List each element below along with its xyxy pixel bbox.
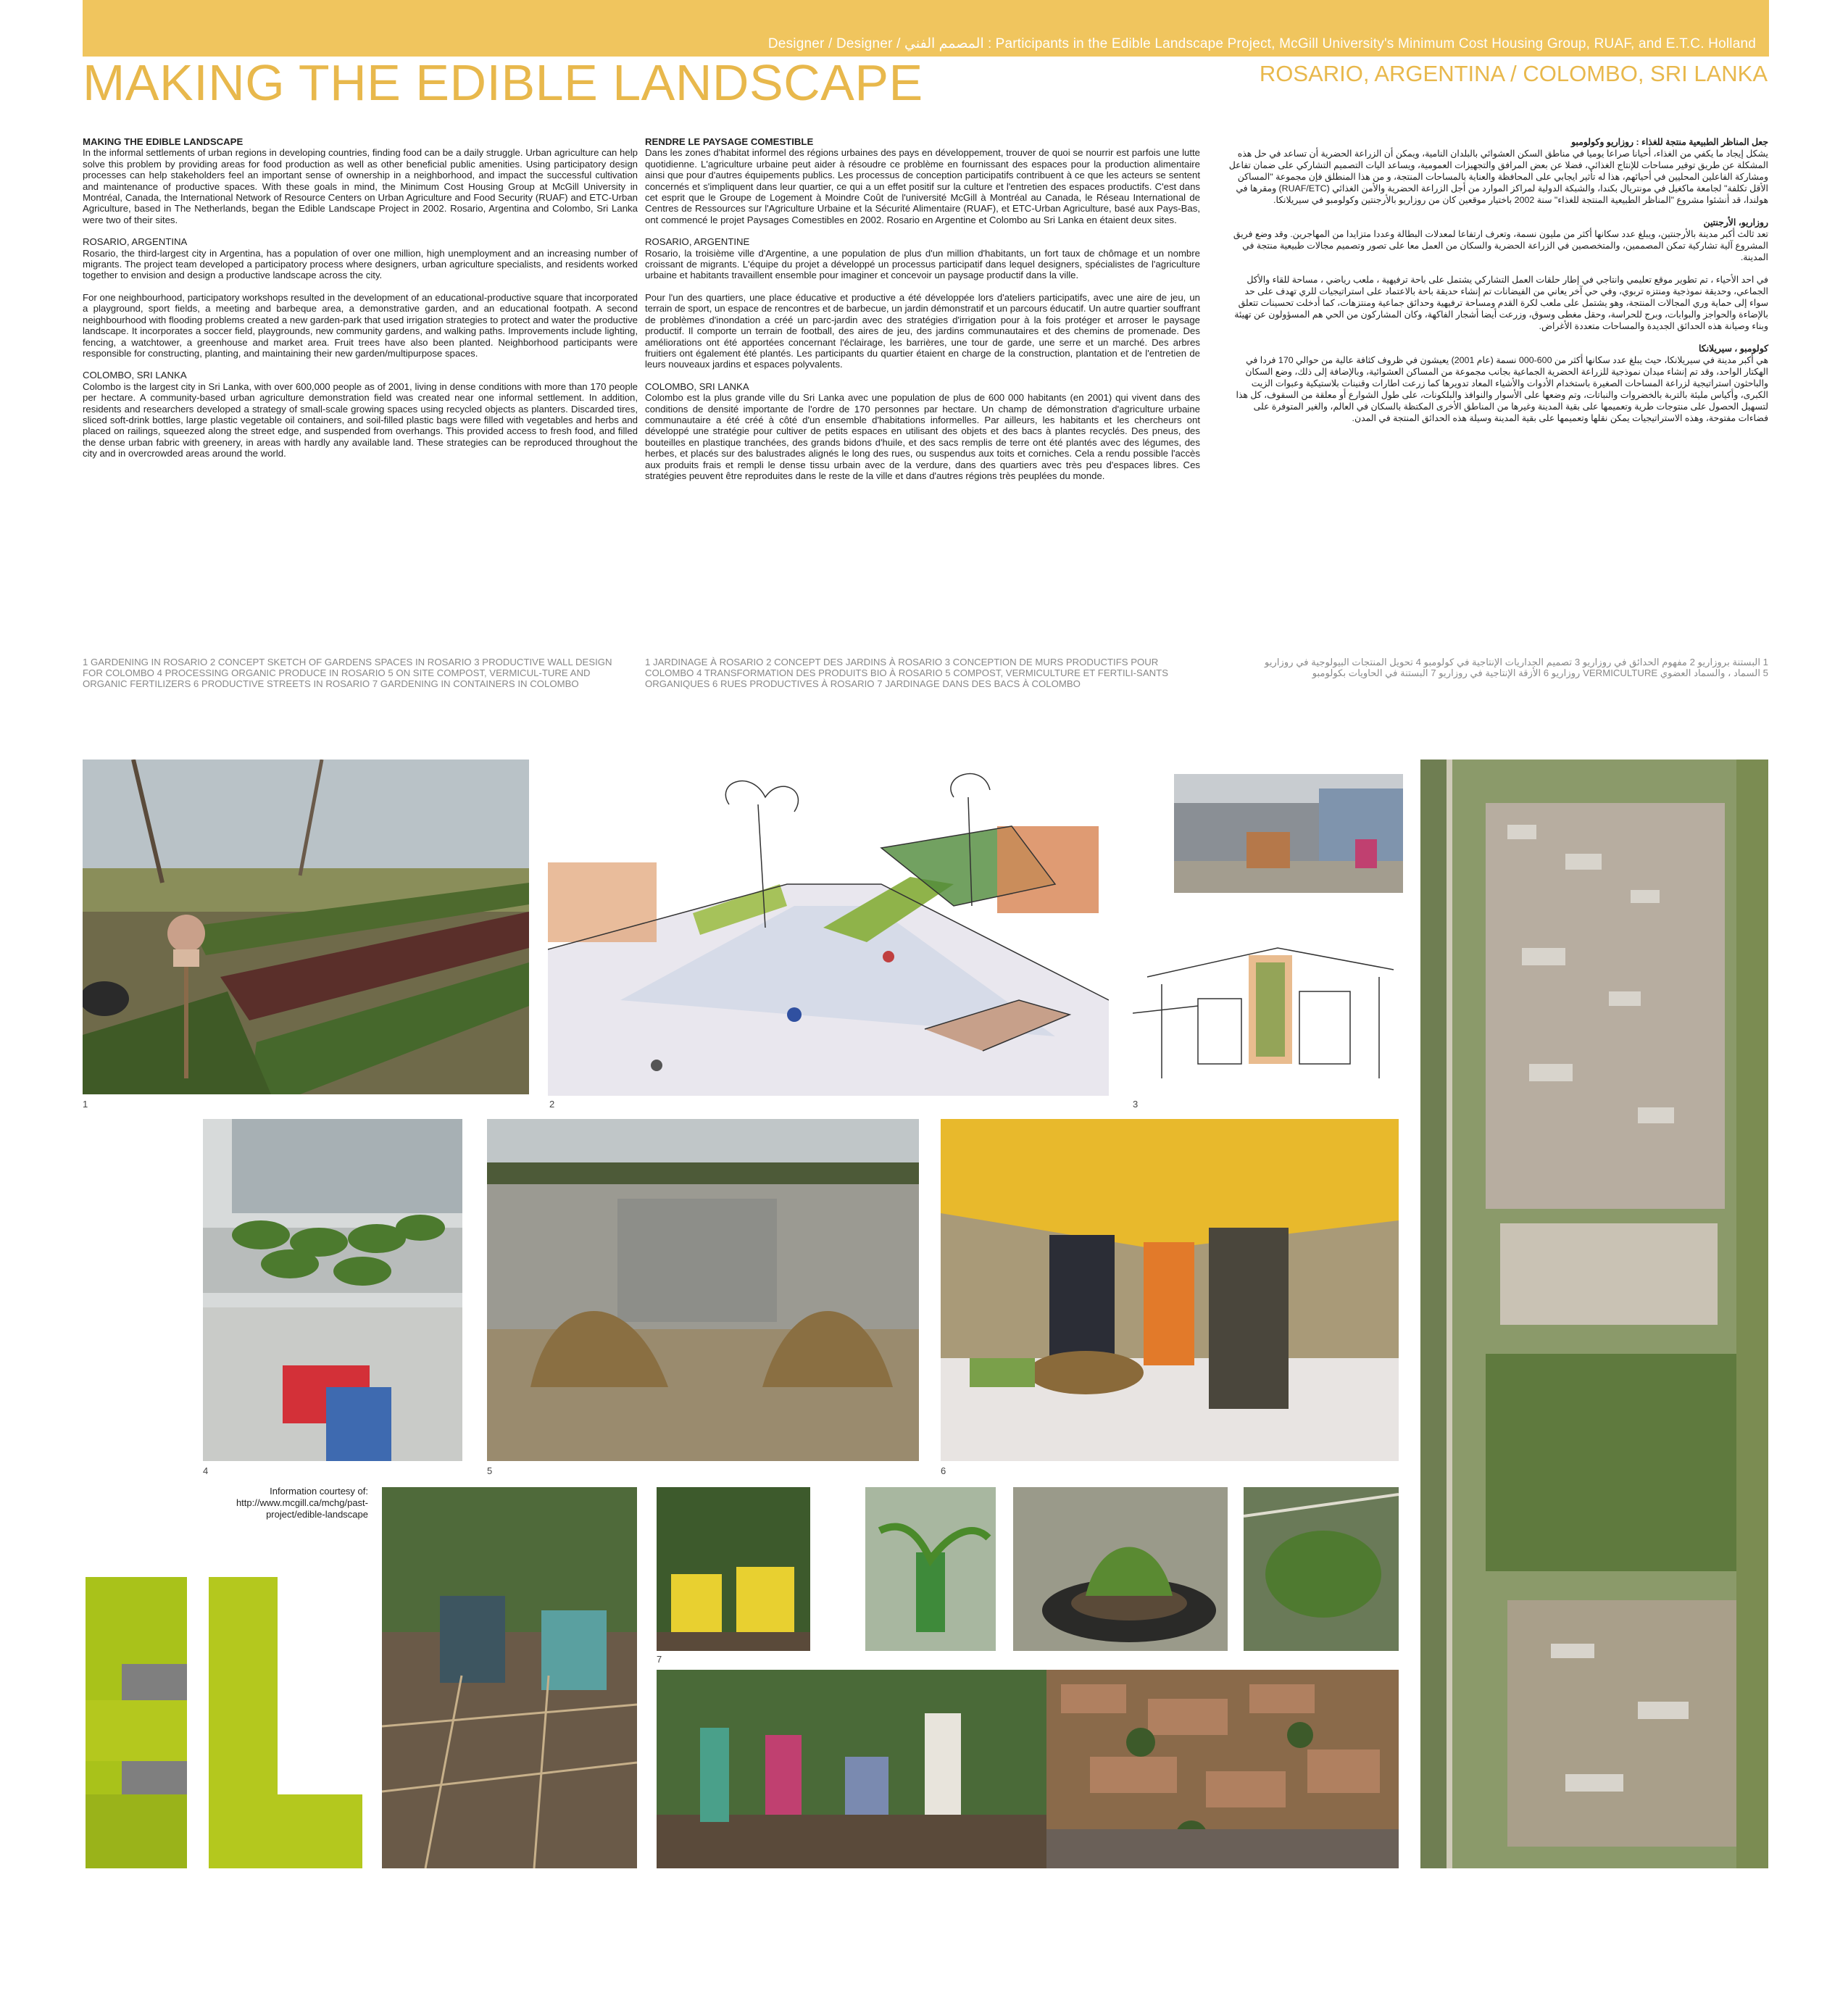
french-text-column <box>645 136 1200 492</box>
arabic-colombo-heading: كولومبو ، سيريلانكا <box>1698 344 1768 354</box>
arabic-heading: جعل المناظر الطبيعية منتجة للغذاء : روزاريو وكولومبو <box>1571 137 1768 147</box>
english-figure-captions: 1 GARDENING IN ROSARIO 2 CONCEPT SKETCH OF GARDENS SPACES IN ROSARIO 3 PRODUCTIVE WALL DESIGN FOR COLOMBO 4 PROCESSING ORGANIC PRODUCE IN ROSARIO 5 ON SITE COMPOST, VERMICUL-TURE AND ORGANIC FERTILIZERS 6 PRODUCTIVE STREETS IN ROSARIO 7 GARDENING IN CONTAINERS IN COLOMBO <box>83 657 612 689</box>
figure-number-6: 6 <box>941 1465 946 1476</box>
photo-oil-container-planters <box>657 1487 810 1651</box>
arabic-figure-captions <box>1261 657 1768 678</box>
photo-aerial-dense-settlement <box>1046 1670 1399 1868</box>
figure-number-7: 7 <box>657 1654 662 1665</box>
french-rosario-paragraph-2: Pour l'un des quartiers, une place éducative et productive a été développée lors d'ateliers participatifs, avec une aire de jeu, un terrain de sport, un espace de rencontres et de barbecue, un jardin démonstratif et un parcours éducatif. Un autre quartier souffrant de problèmes d'inondation a créé un parc-jardin avec des stratégies d'irrigation pour à la fois protéger et arroser le paysage productif. Il comporte un terrain de football, des aires de jeu, des jardins communautaires et des chemins de promenade. Des améliorations ont été apportées concernant l'éclairage, les barrières, une tour de garde, une serre et un marché. Des arbres fruitiers ont également été plantés. Les participants du quartier étaient en charge de la construction, plantation et de l'entretien de leurs nouveaux jardins et espaces polyvalents. <box>645 291 1200 370</box>
courtesy-url: http://www.mcgill.ca/mchg/past-project/edible-landscape <box>236 1497 368 1520</box>
french-rosario-heading: ROSARIO, ARGENTINE <box>645 236 750 248</box>
figure-number-5: 5 <box>487 1465 493 1476</box>
photo-onsite-compost <box>487 1119 919 1461</box>
figure-number-4: 4 <box>203 1465 209 1476</box>
sketch-productive-wall-colombo <box>1133 933 1412 1083</box>
english-rosario-heading: ROSARIO, ARGENTINA <box>83 236 188 248</box>
french-heading: RENDRE LE PAYSAGE COMESTIBLE <box>645 136 814 147</box>
arabic-captions-line-2: 5 السماد ، والسماد العضوي VERMICULTURE روزاريو 6 الأزقة الإنتاجية في روزاريو 7 البستنة في الحاويات بكولومبو <box>1312 667 1768 678</box>
photo-gardening-rosario <box>83 760 529 1094</box>
figure-number-1: 1 <box>83 1099 88 1110</box>
photo-residents-gardening <box>657 1670 1046 1868</box>
page-title: MAKING THE EDIBLE LANDSCAPE <box>83 54 923 111</box>
courtesy-note <box>217 1486 368 1520</box>
french-intro: Dans les zones d'habitat informel des régions urbaines des pays en développement, trouver de quoi se nourrir est parfois une lutte quotidienne. L'agriculture urbaine peut aider à résoudre ce problème en fournissant des espaces pour la production alimentaire ainsi que pour d'autres équipements publics. Les processus de conception participatifs contribuent à ce que les acteurs se sentent concernés et s'impliquent dans leur quartier, ce qui a un effet positif sur la culture et l'entretien des espaces productifs. C'est dans cet esprit que le Groupe de Logement à Moindre Coût de l'université McGill à Montréal au Canada, le Réseau International de Centres de Ressources sur l'Agriculture Urbaine et la Sécurité Alimentaire (RUAF), et ETC-Urban Agriculture, basé aux Pays-Bas, ont commencé le projet Paysages Comestibles en 2002. Rosario en Argentine et Colombo au Sri Lanka en étaient deux sites. <box>645 147 1200 225</box>
photo-processing-produce <box>203 1119 462 1461</box>
location-subtitle: ROSARIO, ARGENTINA / COLOMBO, SRI LANKA <box>1259 61 1768 86</box>
english-rosario-paragraph-1: Rosario, the third-largest city in Argentina, has a population of over one million, high unemployment and an increasing number of migrants. The project team developed a participatory process where designers, urban agriculture specialists, and residents worked together to envision and design a productive landscape across the city. <box>83 247 638 281</box>
figure-number-3: 3 <box>1133 1099 1139 1110</box>
english-colombo-heading: COLOMBO, SRI LANKA <box>83 370 187 381</box>
aerial-satellite-image <box>1420 760 1768 1868</box>
french-rosario-paragraph-1: Rosario, la troisième ville d'Argentine, a une population de plus d'un million d'habitants, un fort taux de chômage et un nombre croissant de migrants. L'équipe du projet a développé un processus participatif dans lequel designers, spécialistes de l'agriculture urbaine et habitants travaillent ensemble pour imaginer et concevoir un paysage productif dans la ville. <box>645 247 1200 281</box>
arabic-intro: يشكل إيجاد ما يكفي من الغذاء، أحيانا صراعا يوميا في مناطق السكن العشوائي بالبلدان النامية، ويمكن أن الزراعة الحضرية أن تساعد في حل هذه المشكلة عن طريق توفير مساحات للإنتاج الغذائي، فضلا عن بعض المرافق والتجهيزات العمومية، ويساعد اليات التصميم التشاركي على ضمان تفاعل ومشاركة الفاعلين المحليين في أحيائهم، هذا له تأثير ايجابي على المحافظة والعناية بالمساحات المنتجة، و من هذا المنطلق فإن مجموعة "المساكن الأقل تكلفة" لجامعة ماكغيل في مونتريال بكندا، والشبكة الدولية لمراكز الموارد من أجل الزراعة الحضرية والأمن الغذائي (RUAF/ETC) ومقرها في هولندا، قد أنشئوا مشروع "المناظر الطبيعية المنتجة للغذاء" سنة 2002 باختيار موقعين كان من روزاريو بالأرجنتين وكولومبو في سيريلانكا. <box>1228 149 1768 205</box>
french-colombo-paragraph: Colombo est la plus grande ville du Sri Lanka avec une population de plus de 600 000 habitants (en 2001) qui vivent dans des conditions de densité importante de l'ordre de 170 personnes par hectare. Un champ de démonstration d'agriculture urbaine communautaire a été créé à côté d'un ensemble d'habitations informelles. Par ailleurs, les habitants et les chercheurs ont développé une stratégie pour cultiver de petits espaces en utilisant des objets et des bacs à plantes recyclés. Des pneus, des bouteilles en plastique tranchées, des grands bidons d'huile, et des sacs remplis de terre ont été plantés avec des légumes, des herbes, et placés sur des balustrades alignés le long des rues, ou suspendus aux toits et corniches. Cela a rendu possible l'accès aux produits frais et rempli le dense tissu urbain avec de la verdure, dans des quartiers avec très peu d'espaces libres. Ces stratégies peuvent être reproduites dans le reste de la ville et dans d'autres régions très peuplées du monde. <box>645 392 1200 481</box>
photo-gardening-demonstration-field <box>382 1487 637 1868</box>
french-colombo-heading: COLOMBO, SRI LANKA <box>645 380 749 392</box>
arabic-rosario-paragraph-1: تعد ثالث أكبر مدينة بالأرجنتين، ويبلغ عدد سكانها أكثر من مليون نسمة، وتعرف ارتفاعا لمعدلات البطالة وعددا متزايدا من المهاجرين. وقد وضع فريق المشروع آلية تشاركية تمكن المصممين، والمتخصصين في الزراعة الحضرية والسكان من العمل معا على تصور وتصميم مجالات طبيعية منتجة في المدينة. <box>1233 229 1768 262</box>
english-colombo-paragraph: Colombo is the largest city in Sri Lanka, with over 600,000 people as of 2001, living in dense conditions with more than 170 people per hectare. A community-based urban agriculture demonstration field was created near one informal settlement. In addition, residents and researchers developed a strategy of small-scale growing spaces using recycled objects as planters. Discarded tires, sliced soft-drink bottles, large plastic vegetable oil containers, and soil-filled plastic bags were filled with vegetables and herbs and placed on railings, squeezed along the street edge, and suspended from overhangs. This provided access to fresh food, and filled the dense urban fabric with greenery, in areas with hardly any available land. These strategies can be reproduced throughout the city and in overcrowded areas around the world. <box>83 380 638 459</box>
english-heading: MAKING THE EDIBLE LANDSCAPE <box>83 136 244 147</box>
french-figure-captions: 1 JARDINAGE À ROSARIO 2 CONCEPT DES JARDINS À ROSARIO 3 CONCEPTION DE MURS PRODUCTIFS POUR COLOMBO 4 TRANSFORMATION DES PRODUITS BIO À ROSARIO 5 COMPOST, VERMICULTURE ET FERTILI-SANTS ORGANIQUES 6 RUES PRODUCTIVES À ROSARIO 7 JARDINAGE DANS DES BACS À COLOMBO <box>645 657 1168 689</box>
photo-hanging-planter <box>1244 1487 1399 1651</box>
sketch-gardens-rosario <box>548 761 1109 1096</box>
header-banner <box>83 0 1769 57</box>
courtesy-label: Information courtesy of: <box>270 1486 368 1497</box>
photo-productive-streets-market <box>941 1119 1399 1461</box>
arabic-captions-line-1: 1 البستنة بروزاريو 2 مفهوم الحدائق في روزاريو 3 تصميم الجداريات الإنتاجية في كولومبو 4 تحويل المنتجات البيولوجية في روزاريو <box>1265 657 1768 667</box>
arabic-rosario-paragraph-2: في احد الأحياء ، تم تطوير موقع تعليمي وانتاجي في إطار حلقات العمل التشاركي يشتمل على باحة ترفيهية ، ملعب رياضي ، مساحة للقاء والأكل الجماعي، وحديقة نموذجية ومنتزه تربوي، وفي حي آخر يعاني من الفيضانات تم إنشاء حديقة باحة بالاعتماد على استراتيجيات للري تهدف على حد سواء إلى حماية وري المجالات المنتجة، وهو يشتمل على ملعب لكرة القدم ومساحة ترفيهية وحدائق جماعية ومنتزهات، كما أدخلت تحسينات تتعلق بالإضاءة والحواجز والبوابات، وبرج للحراسة، وحقل مغطى وسوق، وزرعت أيضا أشجار الفاكهة، وكان المشاركون من الحي هم المسؤولون عن تهيئة وبناء وصيانة هذه الحدائق الجديدة والمساحات متعددة الأغراض. <box>1234 275 1768 331</box>
english-intro: In the informal settlements of urban regions in developing countries, finding food can be a daily struggle. Urban agriculture can help solve this problem by providing areas for food production as well as other beneficial public amenities. Using participatory design processes can help stakeholders feel an important sense of ownership in a neighborhood, and impact the successful cultivation and maintenance of productive spaces. With these goals in mind, the Minimum Cost Housing Group at McGill University in Montréal, Canada, the International Network of Resource Centers on Urban Agriculture and Food Security (RUAF) and ETC-Urban Agriculture, based in The Netherlands, began the Edible Landscape Project in 2002. Rosario, Argentina and Colombo, Sri Lanka were two of their sites. <box>83 147 638 225</box>
english-text-column <box>83 136 638 470</box>
photo-colombo-settlement <box>1174 774 1403 893</box>
figure-number-2: 2 <box>549 1099 555 1110</box>
arabic-colombo-paragraph: هي أكبر مدينة في سيريلانكا، حيث يبلغ عدد سكانها أكثر من 600-000 نسمة (عام 2001) يعيشون في ظروف كثافة عالية من حوالي 170 فردا في الهكتار الواحد، وقد تم إنشاء ميدان نموذجية للزراعة الحضرية الجماعية بجانب مجموعة من المساكن العشوائية، وبالإضافة إلى ذلك، وضع السكان والباحثون استراتيجية لزراعة المساحات الصغيرة باستخدام الأدوات والأشياء المعاد تدويرها كما زرعت اطارات وقنينات بلاستيكية وعبوات الزيت الكبرى، وأكياس مليئة بالتربة بالخضروات والنباتات، وتم وضعها على الأسوار والنوافذ والبلكونات، على طول الشوارع أو معلقة من السقوف، كل هذا لتسهيل الحصول على منتوجات طرية وتعميمها على بقية المدينة وغيرها من المناطق الأخرى المكتظة بالسكان في العالم، والغير المتوفرة على فضاءات مفتوحة، وهذه الاستراتيجيات يمكن نقلها وتعميمها على بقية المدينة وسيلة هذه الحدائق المنتجة في المدن. <box>1236 355 1768 423</box>
el-logo-graphic <box>86 1577 362 1868</box>
photo-bottle-planter <box>865 1487 996 1651</box>
photo-tire-planter <box>1013 1487 1228 1651</box>
arabic-text-column <box>1225 136 1768 435</box>
edible-landscape-logo <box>86 1577 362 1868</box>
designer-credit: Designer / Designer / المصمم الفني : Participants in the Edible Landscape Project, McGill University's Minimum Cost Housing Group, RUAF, and E.T.C. Holland <box>767 36 1756 51</box>
arabic-rosario-heading: روزاريو، الأرجنتين <box>1703 217 1768 228</box>
english-rosario-paragraph-2: For one neighbourhood, participatory workshops resulted in the development of an educational-productive square that incorporated a playground, sport fields, a meeting and barbeque area, a demonstrative garden, and an educational footpath. A second neighbourhood with flooding problems created a new garden-park that used irrigation strategies to protect and water the productive landscape. It incorporates a soccer field, playgrounds, new community gardens, and walking paths. Improvements include lighting, fencing, a watchtower, a greenhouse and market area. Fruit trees have also been planted. Neighborhood participants were responsible for constructing, planting, and maintaining their new garden/multipurpose spaces. <box>83 291 638 359</box>
